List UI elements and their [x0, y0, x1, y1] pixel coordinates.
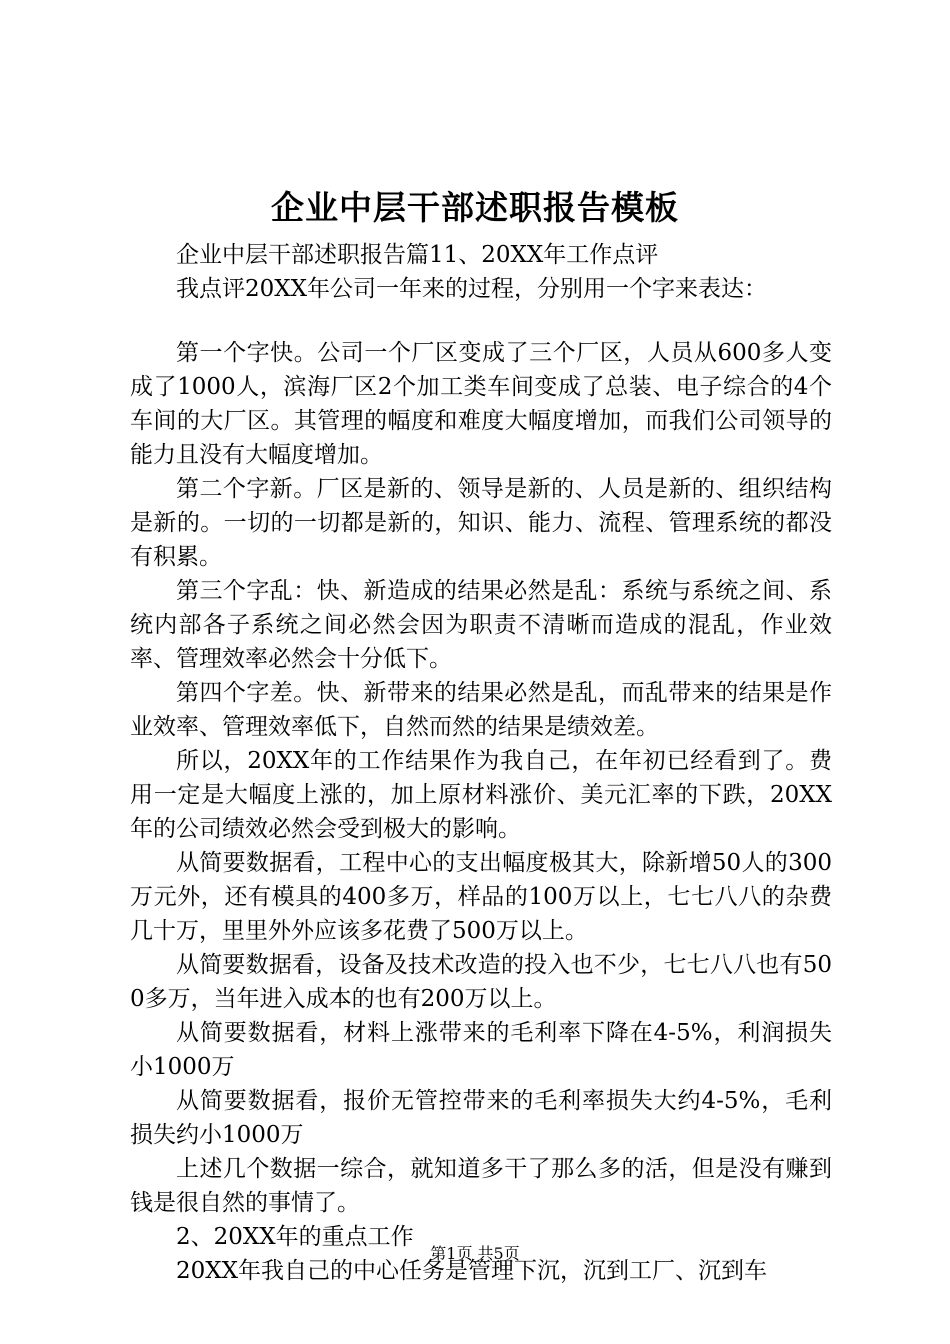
document-body — [130, 238, 832, 1288]
page-footer: 第1页 共5页 — [430, 1244, 520, 1263]
paragraph-data-engineering: 从简要数据看，工程中心的支出幅度极其大，除新增50人的300万元外，还有模具的400多万，样品的100万以上，七七八八的杂费几十万，里里外外应该多花费了500万以上。 — [130, 850, 832, 944]
paragraph-poor: 第四个字差。快、新带来的结果必然是乱，而乱带来的结果是作业效率、管理效率低下，自然而然的结果是绩效差。 — [130, 680, 832, 740]
paragraph-intro: 企业中层干部述职报告篇11、20XX年工作点评 — [176, 242, 659, 268]
paragraph-data-equipment: 从简要数据看，设备及技术改造的投入也不少，七七八八也有500多万，当年进入成本的也有200万以上。 — [130, 952, 832, 1012]
paragraph-key-work: 20XX年我自己的中心任务是管理下沉，沉到工厂、沉到车 — [176, 1258, 768, 1284]
paragraph-new: 第二个字新。厂区是新的、领导是新的、人员是新的、组织结构是新的。一切的一切都是新的，知识、能力、流程、管理系统的都没有积累。 — [130, 476, 832, 570]
paragraph-data-materials: 从简要数据看，材料上涨带来的毛利率下降在4-5%，利润损失小1000万 — [130, 1020, 832, 1080]
section-heading-key-work: 2、20XX年的重点工作 — [176, 1224, 414, 1250]
paragraph-summary: 上述几个数据一综合，就知道多干了那么多的活，但是没有赚到钱是很自然的事情了。 — [130, 1156, 832, 1216]
paragraph-fast: 第一个字快。公司一个厂区变成了三个厂区，人员从600多人变成了1000人，滨海厂区2个加工类车间变成了总装、电子综合的4个车间的大厂区。其管理的幅度和难度大幅度增加，而我们公司领导的能力且没有大幅度增加。 — [130, 340, 832, 468]
paragraph-conclusion: 所以，20XX年的工作结果作为我自己，在年初已经看到了。费用一定是大幅度上涨的，加上原材料涨价、美元汇率的下跌，20XX年的公司绩效必然会受到极大的影响。 — [130, 748, 832, 842]
paragraph-data-quotation: 从简要数据看，报价无管控带来的毛利率损失大约4-5%，毛利损失约小1000万 — [130, 1088, 832, 1148]
paragraph-chaos: 第三个字乱：快、新造成的结果必然是乱：系统与系统之间、系统内部各子系统之间必然会因为职责不清晰而造成的混乱，作业效率、管理效率必然会十分低下。 — [130, 578, 832, 672]
page-title: 企业中层干部述职报告模板 — [271, 188, 679, 227]
paragraph-overview: 我点评20XX年公司一年来的过程，分别用一个字来表达： — [176, 276, 768, 302]
